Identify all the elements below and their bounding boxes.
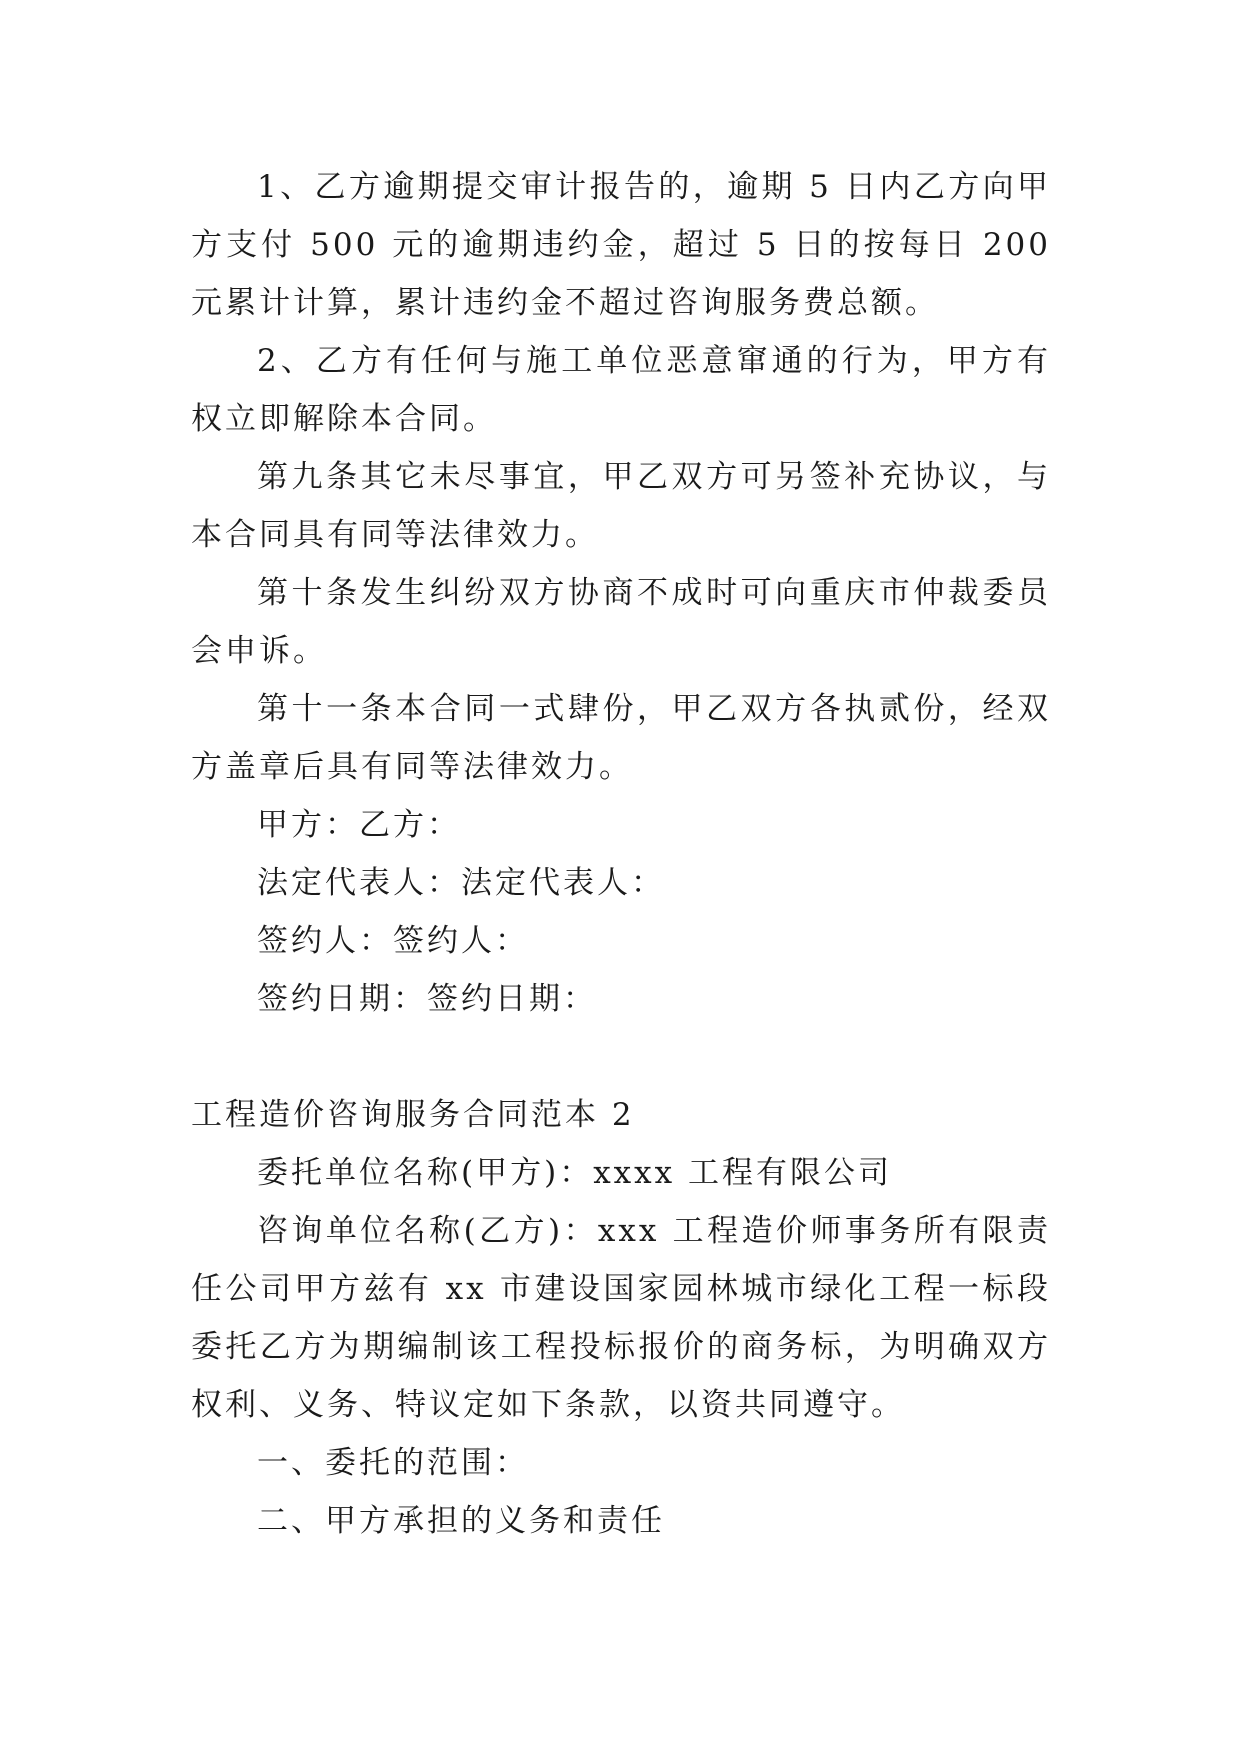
heading-party-a-obligations: 二、甲方承担的义务和责任 xyxy=(257,1503,665,1539)
signature-date: 签约日期：签约日期： xyxy=(257,981,597,1017)
signature-signatory: 签约人：签约人： xyxy=(257,923,529,959)
paragraph-penalty-late-report: 1、乙方逾期提交审计报告的，逾期 5 日内乙方向甲方支付 500 元的逾期违约金，超过 5 日的按每日 200 元累计计算，累计违约金不超过咨询服务费总额。 xyxy=(191,169,1051,321)
paragraph-penalty-collusion: 2、乙方有任何与施工单位恶意窜通的行为，甲方有权立即解除本合同。 xyxy=(191,343,1051,437)
paragraph-article-9: 第九条其它未尽事宜，甲乙双方可另签补充协议，与本合同具有同等法律效力。 xyxy=(191,459,1051,553)
section-title: 工程造价咨询服务合同范本 2 xyxy=(191,1097,635,1133)
paragraph-consultant-intro: 咨询单位名称(乙方)：xxx 工程造价师事务所有限责任公司甲方兹有 xx 市建设国家园林城市绿化工程一标段委托乙方为期编制该工程投标报价的商务标，为明确双方权利、义务、特议定如下条款，以资共同遵守。 xyxy=(191,1213,1051,1423)
signature-legal-representative: 法定代表人：法定代表人： xyxy=(257,865,665,901)
paragraph-client-name: 委托单位名称(甲方)：xxxx 工程有限公司 xyxy=(257,1155,892,1191)
paragraph-article-11: 第十一条本合同一式肆份，甲乙双方各执贰份，经双方盖章后具有同等法律效力。 xyxy=(191,691,1051,785)
signature-parties: 甲方：乙方： xyxy=(257,807,461,843)
paragraph-article-10: 第十条发生纠纷双方协商不成时可向重庆市仲裁委员会申诉。 xyxy=(191,575,1051,669)
heading-scope: 一、委托的范围： xyxy=(257,1445,529,1481)
document-body xyxy=(191,158,1051,1550)
section-spacer xyxy=(191,1028,1051,1086)
